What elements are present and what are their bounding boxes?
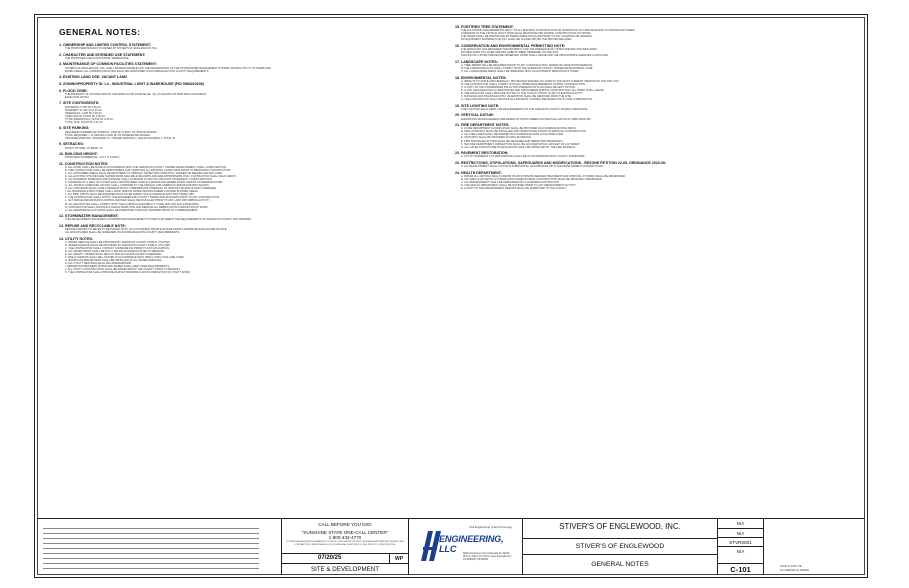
note-line: THE PROPOSED PROJECT IS OWNED BY STIVER'S OF ENGLEWOOD, INC. (65, 47, 158, 51)
note-heading: 13. REFUSE AND RECYCLABLE NOTE: (59, 223, 126, 228)
engineer-seal-text (780, 565, 809, 572)
note-line: D. KNOX BOX SHALL BE PROVIDED AT MAIN ENTRANCE. (461, 136, 532, 140)
note-line: THE APPLICANT HAS REVIEWED THE PROPERTY FOR THE PRESENCE OF LISTED SPECIES AND WETLANDS. (461, 48, 598, 52)
note-heading: 15. FORTIFIED TREE STATEMENT: (455, 25, 514, 29)
note-line: C. A COPY OF THE STORMWATER POLLUTION PREVENTION PLAN SHALL BE KEPT ON SITE. (461, 85, 576, 89)
note-heading: 7. SITE CONTINGENTS: (59, 101, 100, 106)
plan-date: 07/20/25 (318, 555, 342, 561)
note-line: C. THE CONTRACTOR SHALL CONTACT SUNSHINE 811 PRIOR TO ANY EXCAVATION. (65, 246, 170, 250)
note-line: B. FIRE HYDRANTS SHALL BE INSTALLED AND OPERATIONAL PRIOR TO VERTICAL CONSTRUCTION. (461, 130, 587, 134)
note-line: A. WATER ALL CENTRAL WELLS AND/OR ON-SITE PRIVATE SEWAGE TREATMENT AND DISPOSAL SYSTEMS SHALL BE ABANDONED. (461, 174, 626, 178)
note-item (59, 142, 431, 149)
note-line: D. ALL EXISTING UTILITIES ARE SHOWN FROM AVAILABLE RECORDS AND ARE APPROXIMATE ONLY. CONTRACTOR SHALL FIELD VERIFY. (65, 175, 237, 179)
note-line: SIDEWALKS: 2,425 SF 0.06 AC (65, 111, 102, 115)
firm-tagline: Civil Engineering | Land Surveying (469, 525, 512, 529)
note-line: SHOULD ANY LISTED SPECIES BE OBSERVED, WORK SHALL CEASE AND THE APPROPRIATE AGENCIES CONTACTED. (461, 54, 609, 58)
firm-address (463, 552, 511, 562)
note-line: PROPOSED COMMERCIAL: 20 FT (1 STORY) (65, 156, 120, 160)
note-line: SITE LIGHTING SHALL MEET THE REQUIREMENTS OF THE SARASOTA COUNTY ZONING ORDINANCE. (461, 107, 589, 111)
sheet-info-line: N/A (718, 528, 763, 538)
note-heading: 18. ENVIRONMENTAL NOTES: (455, 75, 507, 80)
note-line: E. FIRE SPRINKLER SYSTEM SHALL BE DESIGNED AND PERMITTED SEPARATELY. (461, 139, 564, 143)
note-heading: 14. UTILITY NOTES: (59, 236, 94, 241)
note-line: THE TREES SHALL BE PROTECTED BY BARRICADES INSTALLED PRIOR TO ANY CLEARING OR GRADING. (461, 35, 593, 39)
note-item (455, 76, 827, 102)
note-line: K. THE CONTRACTOR SHALL PROVIDE AS-BUILT DRAWINGS UPON COMPLETION OF UTILITY WORK. (65, 271, 191, 275)
firm-address-line: 5640 Consumer Court Sarasota FL 34240 (463, 552, 510, 555)
revision-table (37, 519, 263, 575)
note-line: D. THE HEALTH DEPARTMENT SHALL BE NOTIFIED PRIOR TO ANY ABANDONMENT ACTIVITY. (461, 183, 577, 187)
note-line: G. ALL TRAFFIC SURFACES ON SITE SHALL CONFORM TO THE ASPHALT AND LIMEROCK SPECIFICATIONS SHOWN. (65, 184, 210, 188)
note-line: A. A FIRE DEPARTMENT ACCESS ROAD SHALL BE PROVIDED IN ACCORDANCE WITH NFPA 1. (461, 127, 578, 131)
note-item (59, 89, 431, 99)
wp-box: WP (389, 554, 408, 564)
note-line: TOTAL IMPERVIOUS: 19,515 SF 0.45 AC (65, 117, 114, 121)
note-line: C. ALL DISTURBED AREAS SHALL BE RESTORED TO ORIGINAL OR BETTER CONDITION, SODDED OR SEEDED AND MULCHED. (65, 172, 223, 176)
notes-column-right (455, 25, 827, 531)
note-line: B. THE LANDSCAPE PLAN SHALL COMPLY WITH THE SARASOTA COUNTY UNIFIED DEVELOPMENT CODE. (461, 67, 594, 71)
note-line: A. UTILITY PAVEMENT CUT RESTORATION SHALL BE IN ACCORDANCE WITH COUNTY STANDARDS. (461, 155, 586, 159)
note-line: G. THE CONTRACTOR SHALL MAINTAIN ALL EROSION CONTROL MEASURES UNTIL FINAL STABILIZATION. (461, 98, 594, 102)
note-line: O. ALL DEWATERING ACTIVITIES SHALL BE PERMITTED THROUGH SWFWMD PRIOR TO COMMENCEMENT. (65, 208, 199, 212)
note-item (455, 104, 827, 111)
note-line: J. ALL PIPE JOINTS SHALL BE WRAPPED WITH FILTER FABRIC IN ACCORDANCE WITH FDOT INDEX 280. (65, 193, 195, 197)
note-heading: 17. LANDSCAPE NOTES: (455, 59, 498, 64)
note-heading: 22. PAVEMENT RESTORATION: (455, 151, 509, 156)
sheet-info-box (717, 519, 763, 575)
note-item (59, 82, 431, 86)
note-line: PAVEMENT: 11,340 SF 0.26 AC (65, 108, 102, 112)
note-line: F. A MINIMUM OF 3 FEET OF COVER SHALL BE PROVIDED OVER ALL WATER AND SEWER MAINS UNLESS OTHERWISE NOTED. (65, 181, 224, 185)
note-heading: 2. CHARACTER AND INTENDED USE STATEMENT: (59, 52, 146, 57)
firm-logo-box (408, 519, 522, 575)
call-center-phone: 1-800-432-4770 (328, 535, 362, 541)
firm-name: ENGINEERING, LLC (439, 534, 504, 554)
note-line: OPEN SPACE: 24,530 SF 0.56 AC (65, 114, 106, 118)
note-line: A. WATER SERVICE SHALL BE PROVIDED BY SARASOTA COUNTY PUBLIC UTILITIES. (65, 240, 171, 244)
sheet-title: GENERAL NOTES (523, 554, 717, 575)
note-heading: 11. CONSTRUCTION NOTES: (59, 161, 109, 166)
note-heading: 9. SETBACKS: (59, 142, 84, 147)
note-line: J. ALL UTILITY CONSTRUCTION SHALL BE INSPECTED BY THE COUNTY PRIOR TO BACKFILL. (65, 268, 182, 272)
note-line: REQUIRED COMMERCIAL PARKING: 1/400 SF (2 MIN.) OF OFFICE SPACES (65, 130, 157, 134)
notes-column-left (59, 43, 431, 531)
note-item (59, 126, 431, 139)
note-line: A. ALL DEVELOPMENT SHALL OCCUR IN SUBSTANTIAL ACCORDANCE WITH THE DEVELOPMENT CONCEPT PLAN. (461, 165, 604, 169)
note-line: I. SEPARATION BETWEEN WATER AND SEWER SHALL MEET FDEP REQUIREMENTS. (65, 265, 170, 269)
seal-line: FL LICENSE No. 000000 (780, 568, 809, 572)
note-item (455, 161, 827, 168)
note-heading: 4. EXISTING LAND USE: VACANT LAND (59, 75, 128, 80)
note-line: E. THE APPLICANT SHALL PROVIDE NOTICE TO THE COUNTY PRIOR TO ANY CLEARING ACTIVITY. (461, 92, 584, 96)
note-item (455, 171, 827, 191)
note-line: E. A COPY OF THE ABANDONMENT REPORT SHALL BE SUBMITTED TO THE COUNTY. (461, 186, 567, 190)
title-block (37, 518, 865, 575)
seal-line: JOHN D. ENG, PE (780, 565, 802, 569)
sheet-info-line: N/A (736, 521, 745, 526)
project-box (522, 519, 717, 575)
note-line: ALL ENCLOSURES SHALL BE SCREENED IN ACCORDANCE WITH COUNTY REQUIREMENTS. (65, 231, 180, 235)
revision-row (43, 563, 259, 569)
note-item (59, 214, 431, 221)
note-item (59, 53, 431, 60)
note-item (455, 113, 827, 120)
call-box-title: CALL BEFORE YOU DIG! (318, 522, 372, 527)
general-notes-title: GENERAL NOTES: (59, 27, 141, 37)
note-item (455, 123, 827, 149)
note-item (59, 237, 431, 275)
firm-address-line: Phone: (941) 377-9178 | www.amengfl.com (463, 555, 512, 559)
note-line: L. SILT FENCE AND EROSION CONTROL DEVICES SHALL BE INSTALLED PRIOR TO ANY LAND DISTURBING ACTIVITY. (65, 199, 211, 203)
note-line: E. ALL GRAVITY SEWER SHALL BE PVC SDR-26 UNLESS NOTED OTHERWISE. (65, 253, 162, 257)
sheet-info-line: STVR0001 (718, 537, 763, 547)
note-item (59, 75, 431, 79)
note-heading: 6. FLOOD ZONE: (59, 88, 88, 93)
note-line: G. BACKFLOW PREVENTERS SHALL BE INSTALLED AT ALL WATER SERVICES. (65, 259, 163, 263)
note-heading: 5. ZONING/PROPERTY ID: I-4 - INDUSTRIAL LIGHT & WAREHOUSE (PID 0984010208) (59, 81, 204, 86)
note-line: STIVER'S OF ENGLEWOOD, INC. SHALL BE RESPONSIBLE FOR THE MAINTENANCE OF THE STORMWATER MANAGEMENT SYSTEM, PRIVATE UTILITY SYSTEMS AND (65, 66, 271, 70)
note-line: TOTAL SITE: 44,045 SF 1.01 AC (65, 120, 103, 124)
note-item (59, 224, 431, 234)
note-heading: 8. SITE PARKING: (59, 126, 90, 131)
note-line: B. SEWER SERVICE SHALL BE PROVIDED BY SARASOTA COUNTY PUBLIC UTILITIES. (65, 243, 171, 247)
note-line: NO WETLANDS OR LISTED SPECIES HABITAT WERE OBSERVED ON THE SITE. (461, 51, 559, 55)
note-line: C. ALL FIRE LANES SHALL BE MARKED IN ACCORDANCE WITH LOCAL FIRE CODE. (461, 133, 564, 137)
note-heading: 16. CONSERVATION AND ENVIRONMENTAL PERMITTING NOTE: (455, 43, 566, 48)
note-line: THE PROPERTY IS LOCATED WITHIN THE FEMA FLOOD ZONE AE (EL. 11), AS SHOWN ON FIRM MAP 12115C0542F (65, 92, 207, 96)
note-line: ELEVATIONS SHOWN HEREON ARE BASED ON NORTH AMERICAN VERTICAL DATUM OF 1988 (NAVD 88). (461, 117, 592, 121)
note-heading: 10. BUILDING HEIGHT: (59, 151, 98, 156)
note-line: F. FIRE HYDRANTS SHALL BE LOCATED IN ACCORDANCE WITH NFPA 1 AND LOCAL FIRE CODE. (65, 256, 185, 260)
note-item (59, 43, 431, 50)
note-item (59, 62, 431, 72)
firm-address-line: CA #28108 | LB #6004 (463, 558, 489, 562)
note-line: THE FOLLOWING REQUIREMENTS APPLY TO ALL BUILDING CONSTRUCTION OR ALTERATION ON LAND ADJACENT TO PROTECTED TREES. (461, 29, 636, 33)
call-center-name: "SUNSHINE STATE ONE-CALL CENTER" (301, 530, 389, 536)
note-line: C. ALL LANDSCAPED AREAS SHALL BE IRRIGATED WITH AN AUTOMATIC IRRIGATION SYSTEM. (461, 70, 579, 74)
note-line: B. ANY WELLS OR SEPTIC SYSTEMS DISCOVERED DURING CONSTRUCTION SHALL BE PROPERLY ABANDONED. (461, 177, 603, 181)
drawing-sheet (34, 14, 868, 578)
note-heading: 12. STORMWATER MANAGEMENT: (59, 214, 119, 219)
note-line: FRONT: 25' SIDE: 10' REAR: 10' (65, 146, 103, 150)
note-line: A. ALL WORK SHALL BE DONE IN ACCORDANCE WITH THE SARASOTA COUNTY UNIFIED DEVELOPMENT CODE, LATEST EDITION. (65, 165, 227, 169)
note-line: BUILDINGS: 5,750 SF 0.66 AC (65, 105, 101, 109)
note-item (59, 152, 431, 159)
seal-box (763, 519, 865, 575)
note-line: NO EQUIPMENT, MATERIALS OR FILL SHALL BE PLACED WITHIN THE PROTECTED AREA. (461, 38, 573, 42)
note-line: D. ALL WATER MAINS SHALL BE PVC C-900 DR-18 UNLESS NOTED OTHERWISE. (65, 250, 165, 254)
note-heading: 24. HEALTH DEPARTMENT: (455, 170, 502, 175)
note-line: F. THE FIRE DEPARTMENT CONNECTION SHALL BE LOCATED WITHIN 100 FEET OF A HYDRANT. (461, 142, 581, 146)
note-line: H. ALL UTILITY SERVICES SHALL BE UNDERGROUND. (65, 262, 133, 266)
call-box-fine-print: FLORIDA LAW REQUIRES EXCAVATORS TO NOTIFY THE CENTER TWO FULL BUSINESS DAYS BEFORE DIGGING. THE CONTRACTOR IS RESPONSIBLE FOR LOCATING ALL EXISTING UTILITIES PRIOR TO CONSTRUCTION. (286, 541, 404, 546)
note-item (455, 151, 827, 158)
note-heading: 20. VERTICAL DATUM: (455, 113, 494, 118)
note-heading: 1. OWNERSHIP AND LIMITED CONTROL STATEMENT: (59, 43, 152, 47)
note-heading: 19. SITE LIGHTING NOTE: (455, 103, 500, 108)
note-line: THE PROPOSED USE IS INDUSTRIAL WAREHOUSE. (65, 57, 130, 61)
note-line: E. ALL PAVEMENT MARKINGS AND SIGNAGE SHALL CONFORM TO MUTCD AND FDOT STANDARDS, LATEST EDITIONS. (65, 178, 213, 182)
note-heading: 21. FIRE DEPARTMENT NOTES: (455, 123, 510, 128)
note-line: PAVED AREAS. ALL COMMON FACILITIES SHALL BE MAINTAINED IN ACCORDANCE WITH COUNTY REQUIREMENTS. (65, 69, 210, 73)
owner-name: STIVER'S OF ENGLEWOOD, INC. (559, 522, 681, 531)
note-line: M. ALL ADA ROUTES SHALL COMPLY WITH THE FLORIDA ACCESSIBILITY CODE AND 2010 ADA STANDARDS. (65, 202, 200, 206)
note-item (455, 44, 827, 57)
note-heading: 23. RESTRICTIONS, STIPULATIONS, SAFEGUARDS AND MODIFICATIONS - REZONE PETITION 22-09, ORDINANCE 2023-06: (455, 160, 667, 165)
plan-phase: SITE & DEVELOPMENT (282, 563, 408, 575)
note-line: B. THE CONTRACTOR SHALL BE RESPONSIBLE FOR VERIFYING ALL EXISTING CONDITIONS PRIOR TO BEGINNING CONSTRUCTION. (65, 169, 231, 173)
note-line: B. THE CONTRACTOR SHALL COMPLY WITH ALL NPDES REQUIREMENTS DURING CONSTRUCTION. (461, 82, 586, 86)
call-before-you-dig-box (281, 519, 408, 575)
note-line: F. NUISANCE AND INVASIVE EXOTIC VEGETATION SHALL BE REMOVED FROM THE SITE. (461, 95, 572, 99)
note-heading: 3. MAINTENANCE OF COMMON FACILITIES STATEMENT: (59, 62, 157, 67)
note-line: TOTAL REQUIRED = 14 SPACES 1/1000 SF OF WAREHOUSE SPACES (65, 133, 151, 137)
note-line: D. IF ANY ARCHAEOLOGICAL RESOURCES ARE DISCOVERED DURING CONSTRUCTION, ALL WORK SHALL CEASE. (461, 88, 605, 92)
note-line: A. IMPACTS TO STATE AND FEDERALLY PROTECTED SPECIES AS LISTED IN THE MOST CURRENT VERSION OF THE FWC LIST. (461, 79, 620, 83)
note-line: H. ALL CONCRETE SHALL HAVE A MINIMUM 28 DAY COMPRESSIVE STRENGTH OF 3000 PSI UNLESS NOTED OTHERWISE. (65, 187, 217, 191)
note-line: REFUSE AND RECYCLABLES TO BE PICKED UP BY AN AUTHORIZED PRIVATE HAULER FROM A DUMPSTER ENCLOSURE ON SITE. (65, 228, 228, 232)
note-line: EFFECTIVE 3/27/24 (65, 95, 89, 99)
note-line: N. CONTRACTOR SHALL MAINTAIN A CLEAN WORK SITE AND REMOVE ALL DEBRIS UPON COMPLETION OF WORK. (65, 205, 209, 209)
sheet-number: C-101 (718, 563, 763, 575)
note-line: PROVIDED PARKING: STANDARD 12, TRAILER PARKING 2, ADA ACCESSIBLE 1, TOTAL 15 (65, 136, 176, 140)
note-line: I. ALL DRAINAGE STRUCTURES SHALL HAVE TRAFFIC RATED GRATES WHERE LOCATED IN PAVED AREAS. (65, 190, 199, 194)
note-line: A MINIMUM OF THE CRITICAL ROOT ZONE SHALL BE PROTECTED DURING CONSTRUCTION ACTIVITIES. (461, 32, 592, 36)
note-item (455, 60, 827, 73)
note-item (59, 162, 431, 212)
note-line: K. THE CONTRACTOR SHALL NOTIFY THE ENGINEER AND COUNTY INSPECTOR 48 HOURS PRIOR TO ANY CONSTRUCTION. (65, 196, 220, 200)
note-line: A. TREE PERMIT WILL BE REQUIRED PRIOR TO ANY CONSTRUCTION, WATER OR VEGETATION REMOVAL. (461, 64, 594, 67)
sheet-info-line: N/A (718, 546, 763, 556)
note-line: THIS DEVELOPMENT PROVIDES A STORMWATER MANAGEMENT SYSTEM THAT MEETS THE REQUIREMENTS OF SARASOTA COUNTY AND SWFWMD. (65, 218, 252, 222)
note-line: C. ALL ABANDONMENT SHALL BE PERFORMED BY A LICENSED CONTRACTOR. (461, 180, 560, 184)
note-line: G. ALL GATES ACROSS FIRE ACCESS ROADS SHALL BE APPROVED BY THE FIRE MARSHAL. (461, 145, 577, 149)
project-name: STIVER'S OF ENGLEWOOD (523, 538, 717, 555)
note-item (59, 101, 431, 124)
note-item (455, 25, 827, 41)
